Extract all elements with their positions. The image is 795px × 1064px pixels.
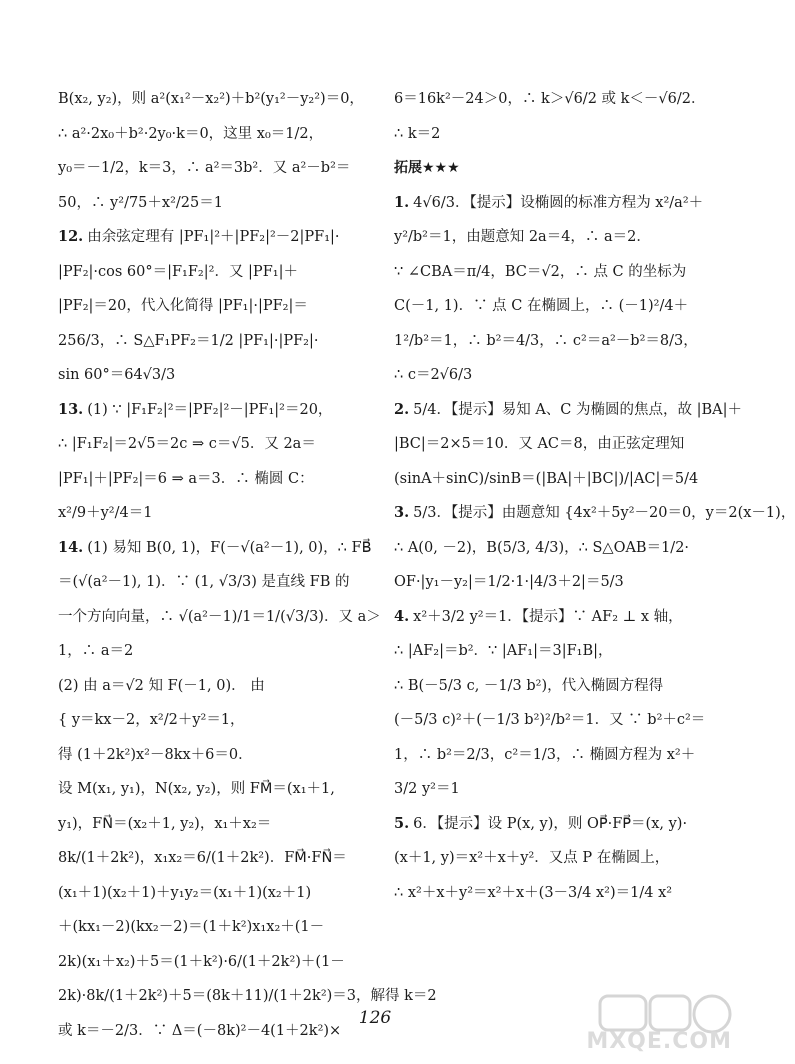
line-text: |PF₂|＝20，代入化简得 |PF₁|·|PF₂|＝ bbox=[58, 298, 308, 314]
text-line bbox=[58, 910, 376, 945]
line-text: (－5/3 c)²＋(－1/3 b²)²/b²＝1．又 ∵ b²＋c²＝ bbox=[394, 712, 706, 728]
text-line bbox=[394, 289, 702, 324]
text-line bbox=[58, 531, 376, 566]
text-line bbox=[58, 151, 376, 186]
line-text: y₁)，FN⃗＝(x₂＋1, y₂)，x₁＋x₂＝ bbox=[58, 815, 272, 832]
watermark-text: MXQE.COM bbox=[586, 1029, 732, 1054]
text-line bbox=[58, 427, 376, 462]
line-text: (1) ∵ |F₁F₂|²＝|PF₂|²－|PF₁|²＝20， bbox=[87, 401, 333, 418]
text-line bbox=[58, 772, 376, 807]
text-line bbox=[58, 186, 376, 221]
line-text: 3/2 y²＝1 bbox=[394, 781, 460, 797]
line-text: ∴ |F₁F₂|＝2√5＝2c ⇒ c＝√5．又 2a＝ bbox=[58, 436, 316, 452]
line-text: sin 60°＝64√3/3 bbox=[58, 367, 176, 383]
line-text: B(x₂, y₂)，则 a²(x₁²－x₂²)＋b²(y₁²－y₂²)＝0， bbox=[58, 91, 364, 107]
text-line bbox=[394, 462, 702, 497]
text-line bbox=[58, 634, 376, 669]
text-line bbox=[394, 669, 702, 704]
text-line bbox=[394, 600, 702, 635]
text-line bbox=[394, 876, 702, 911]
problem-number: 4. bbox=[394, 607, 410, 625]
line-text: ∴ k＝2 bbox=[394, 125, 441, 142]
line-text: ∵ ∠CBA＝π/4，BC＝√2，∴ 点 C 的坐标为 bbox=[394, 263, 687, 280]
text-line bbox=[394, 634, 702, 669]
line-text: ∴ a²·2x₀＋b²·2y₀·k＝0，这里 x₀＝1/2， bbox=[58, 125, 324, 142]
line-text: ∴ A(0, －2)，B(5/3, 4/3)，∴ S△OAB＝1/2· bbox=[394, 539, 690, 556]
text-line bbox=[58, 255, 376, 290]
problem-number: 3. bbox=[394, 504, 410, 521]
line-text: x²/9＋y²/4＝1 bbox=[58, 505, 153, 521]
text-line bbox=[58, 117, 376, 152]
line-text: 设 M(x₁, y₁)，N(x₂, y₂)，则 FM⃗＝(x₁＋1, bbox=[58, 781, 335, 797]
text-line bbox=[394, 220, 702, 255]
line-text: 得 (1＋2k²)x²－8kx＋6＝0． bbox=[58, 746, 253, 763]
text-line bbox=[394, 151, 702, 186]
line-text: (1) 易知 B(0, 1)，F(－√(a²－1), 0)，∴ FB⃗ bbox=[87, 539, 372, 556]
line-text: C(－1, 1)．∵ 点 C 在椭圆上，∴ (－1)²/4＋ bbox=[394, 298, 689, 314]
line-text: 2k)(x₁＋x₂)＋5＝(1＋k²)·6/(1＋2k²)＋(1－ bbox=[58, 953, 345, 970]
text-line bbox=[58, 324, 376, 359]
text-line bbox=[394, 82, 706, 117]
line-text: y₀＝－1/2，k＝3，∴ a²＝3b²．又 a²－b²＝ bbox=[58, 160, 351, 176]
line-text: 6．【提示】设 P(x, y)，则 OP⃗·FP⃗＝(x, y)· bbox=[413, 815, 688, 832]
text-line bbox=[58, 703, 376, 738]
line-text: 5/3．【提示】由题意知 {4x²＋5y²－20＝0，y＝2(x－1)， bbox=[413, 505, 795, 521]
line-text: 256/3，∴ S△F₁PF₂＝1/2 |PF₁|·|PF₂|· bbox=[58, 332, 319, 349]
line-text: (x＋1, y)＝x²＋x＋y²．又点 P 在椭圆上， bbox=[394, 850, 670, 866]
text-line bbox=[394, 255, 702, 290]
page-number: 126 bbox=[358, 1008, 392, 1028]
line-text: ＋(kx₁－2)(kx₂－2)＝(1＋k²)x₁x₂＋(1－ bbox=[58, 919, 325, 935]
line-text: x²＋3/2 y²＝1．【提示】∵ AF₂ ⊥ x 轴， bbox=[413, 608, 683, 625]
problem-number: 1. bbox=[394, 193, 410, 211]
problem-number: 2. bbox=[394, 400, 410, 418]
line-text: 5/4．【提示】易知 A、C 为椭圆的焦点，故 |BA|＋ bbox=[413, 401, 743, 418]
line-text: ∴ x²＋x＋y²＝x²＋x＋(3－3/4 x²)＝1/4 x² bbox=[394, 884, 673, 901]
text-line bbox=[58, 82, 376, 117]
text-line bbox=[58, 565, 376, 600]
text-line bbox=[394, 841, 702, 876]
line-text: 50，∴ y²/75＋x²/25＝1 bbox=[58, 194, 223, 211]
line-text: 1，∴ b²＝2/3，c²＝1/3，∴ 椭圆方程为 x²＋ bbox=[394, 746, 696, 763]
line-text: 6＝16k²－24＞0，∴ k＞√6/2 或 k＜－√6/2． bbox=[394, 91, 706, 107]
text-line bbox=[58, 669, 376, 704]
text-line bbox=[394, 393, 743, 428]
text-line bbox=[394, 807, 702, 842]
line-text: OF·|y₁－y₂|＝1/2·1·|4/3＋2|＝5/3 bbox=[394, 574, 624, 590]
line-text: 1，∴ a＝2 bbox=[58, 643, 134, 659]
line-text: (2) 由 a＝√2 知 F(－1, 0)． 由 bbox=[58, 677, 265, 694]
section-heading: 拓展★★★ bbox=[394, 160, 460, 176]
text-line bbox=[394, 531, 702, 566]
text-line bbox=[58, 358, 376, 393]
watermark-logo bbox=[586, 992, 736, 1058]
line-text: 由余弦定理有 |PF₁|²＋|PF₂|²－2|PF₁|· bbox=[87, 229, 340, 245]
line-text: |PF₂|·cos 60°＝|F₁F₂|²．又 |PF₁|＋ bbox=[58, 263, 298, 280]
line-text: 8k/(1＋2k²)，x₁x₂＝6/(1＋2k²)．FM⃗·FN⃗＝ bbox=[58, 850, 347, 866]
line-text: |PF₁|＋|PF₂|＝6 ⇒ a＝3．∴ 椭圆 C： bbox=[58, 470, 314, 487]
text-line bbox=[58, 289, 376, 324]
line-text: (sinA＋sinC)/sinB＝(|BA|＋|BC|)/|AC|＝5/4 bbox=[394, 470, 699, 487]
text-line bbox=[58, 600, 381, 635]
problem-number: 5. bbox=[394, 814, 410, 832]
line-text: ＝(√(a²－1), 1)．∵ (1, √3/3) 是直线 FB 的 bbox=[58, 574, 350, 590]
line-text: ∴ |AF₂|＝b²．∵ |AF₁|＝3|F₁B|， bbox=[394, 643, 613, 659]
text-line bbox=[58, 738, 376, 773]
text-line bbox=[394, 117, 702, 152]
line-text: y²/b²＝1，由题意知 2a＝4，∴ a＝2． bbox=[394, 229, 651, 245]
line-text: 1²/b²＝1，∴ b²＝4/3，∴ c²＝a²－b²＝8/3， bbox=[394, 332, 698, 349]
text-line bbox=[394, 186, 702, 221]
text-line bbox=[58, 945, 376, 980]
text-line bbox=[394, 738, 702, 773]
line-text: { y＝kx－2，x²/2＋y²＝1， bbox=[58, 712, 245, 728]
line-text: 4√6/3．【提示】设椭圆的标准方程为 x²/a²＋ bbox=[413, 194, 704, 211]
line-text: 或 k＝－2/3．∵ Δ＝(－8k)²－4(1＋2k²)× bbox=[58, 1022, 342, 1039]
text-line bbox=[394, 324, 702, 359]
text-line bbox=[58, 807, 376, 842]
text-line bbox=[58, 462, 376, 497]
text-line bbox=[394, 772, 702, 807]
text-line bbox=[58, 876, 376, 911]
line-text: ∴ c＝2√6/3 bbox=[394, 367, 473, 383]
line-text: ∴ B(－5/3 c, －1/3 b²)，代入椭圆方程得 bbox=[394, 677, 664, 694]
text-line bbox=[58, 496, 376, 531]
problem-number: 12. bbox=[58, 228, 84, 245]
text-line bbox=[394, 427, 702, 462]
text-line bbox=[394, 703, 706, 738]
text-line bbox=[58, 841, 376, 876]
text-line bbox=[394, 496, 795, 531]
line-text: (x₁＋1)(x₂＋1)＋y₁y₂＝(x₁＋1)(x₂＋1) bbox=[58, 884, 312, 901]
problem-number: 13. bbox=[58, 400, 84, 418]
line-text: 一个方向向量，∴ √(a²－1)/1＝1/(√3/3)．又 a＞ bbox=[58, 608, 381, 625]
text-line bbox=[394, 358, 702, 393]
text-line bbox=[58, 220, 376, 255]
line-text: |BC|＝2×5＝10．又 AC＝8，由正弦定理知 bbox=[394, 436, 685, 452]
text-line bbox=[58, 393, 376, 428]
problem-number: 14. bbox=[58, 538, 84, 556]
text-line bbox=[394, 565, 702, 600]
line-text: 2k)·8k/(1＋2k²)＋5＝(8k＋11)/(1＋2k²)＝3，解得 k＝2 bbox=[58, 988, 437, 1004]
right-column bbox=[394, 82, 795, 910]
